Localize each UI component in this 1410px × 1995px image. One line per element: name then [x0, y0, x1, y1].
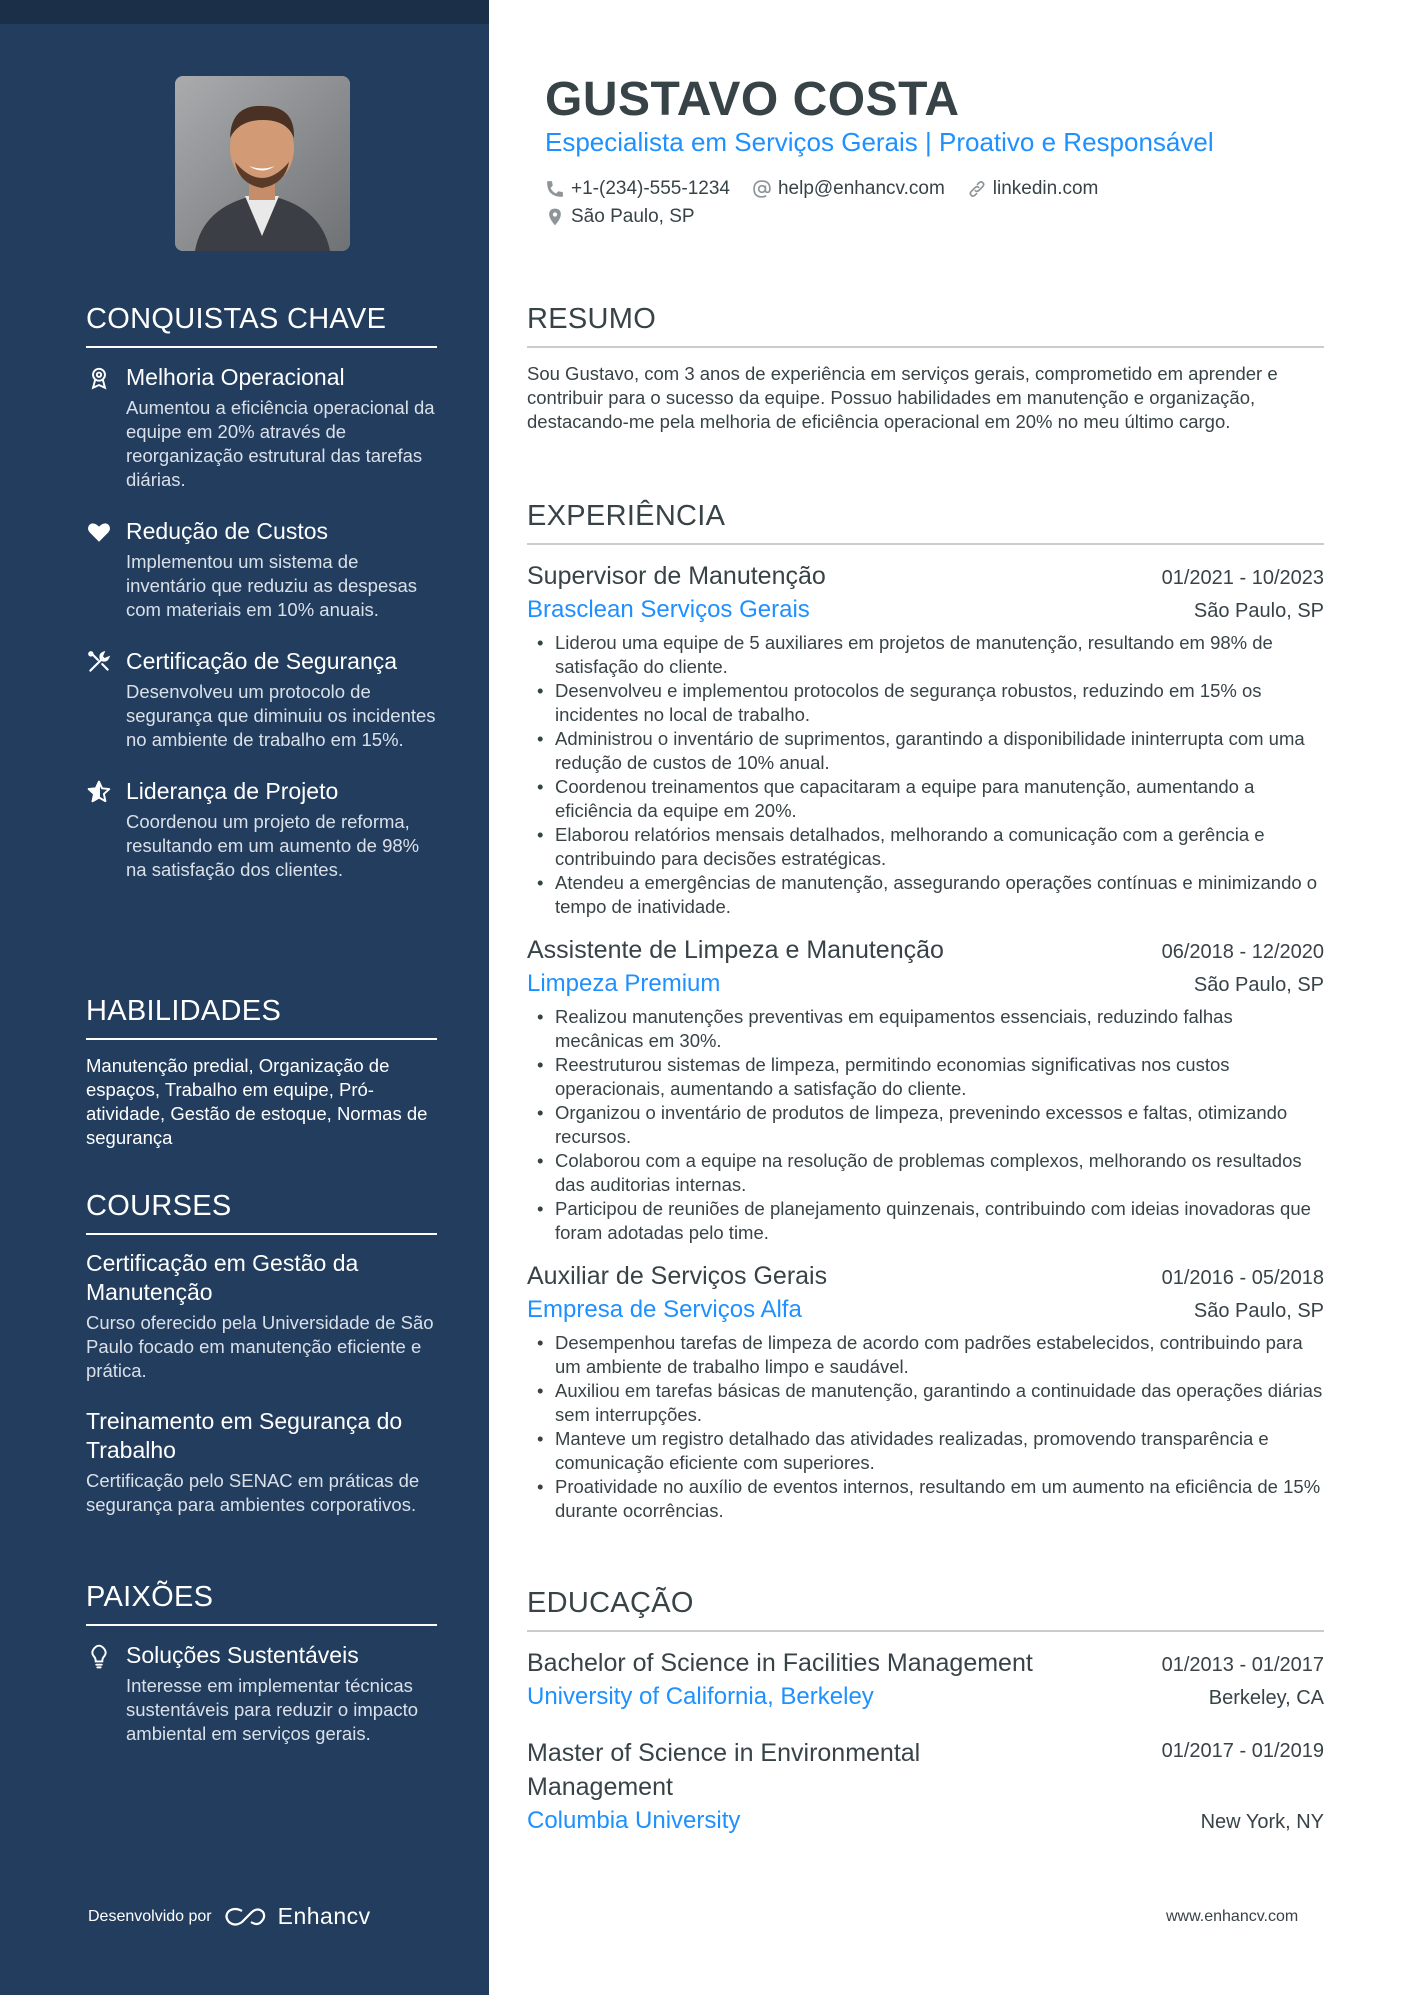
education-dates: 01/2017 - 01/2019	[1161, 1740, 1324, 1762]
job-title: Assistente de Limpeza e Manutenção	[527, 936, 944, 964]
school-name: Columbia University	[527, 1807, 741, 1834]
job-dates: 01/2021 - 10/2023	[1161, 567, 1324, 589]
achievement-description: Implementou um sistema de inventário que reduziu as despesas com materiais em 10% anuais.	[126, 551, 418, 620]
developed-by-label: Desenvolvido por	[88, 1907, 212, 1925]
school-location: Berkeley, CA	[1208, 1687, 1324, 1709]
education-heading: EDUCAÇÃO	[527, 1587, 1324, 1632]
job-location: São Paulo, SP	[1193, 1300, 1324, 1322]
job-bullet: • Atendeu a emergências de manutenção, assegurando operações contínuas e minimizando o tempo de inatividade.	[527, 871, 1324, 919]
tools-icon	[86, 649, 112, 675]
email-text: help@enhancv.com	[777, 178, 945, 199]
company-name: Brasclean Serviços Gerais	[527, 596, 810, 623]
sidebar-top-bar	[0, 0, 489, 24]
job-entry	[527, 1259, 1324, 1523]
passion-item	[86, 1640, 437, 1746]
location-pin-icon	[545, 207, 565, 227]
candidate-tagline: Especialista em Serviços Gerais | Proativo e Responsável	[545, 127, 1214, 157]
course-item	[86, 1407, 437, 1517]
job-bullets	[527, 631, 1324, 919]
achievement-title: Certificação de Segurança	[126, 648, 398, 674]
phone-icon	[545, 179, 565, 199]
company-name: Empresa de Serviços Alfa	[527, 1296, 802, 1323]
contact-location	[545, 206, 695, 228]
courses-heading: COURSES	[86, 1190, 437, 1235]
linkedin-text: linkedin.com	[992, 178, 1099, 199]
enhancv-logo-icon	[222, 1905, 268, 1929]
education-entry	[527, 1736, 1324, 1838]
sidebar	[0, 0, 489, 1995]
summary-section	[527, 303, 1324, 434]
candidate-name: GUSTAVO COSTA	[545, 73, 960, 126]
job-dates: 06/2018 - 12/2020	[1161, 941, 1324, 963]
job-bullet: • Reestruturou sistemas de limpeza, permitindo economias significativas nos custos operacionais, aumentando a satisfação do cliente.	[527, 1053, 1324, 1101]
passions-section	[86, 1581, 437, 1770]
link-icon	[967, 179, 987, 199]
job-bullet: • Desempenhou tarefas de limpeza de acordo com padrões estabelecidos, contribuindo para um ambiente de trabalho limpo e saudável.	[527, 1331, 1324, 1379]
star-icon	[86, 779, 112, 805]
developed-by	[88, 1903, 371, 1930]
job-bullet: • Elaborou relatórios mensais detalhados, melhorando a comunicação com a gerência e contribuindo para decisões estratégicas.	[527, 823, 1324, 871]
achievement-title: Melhoria Operacional	[126, 364, 345, 390]
job-bullet: • Liderou uma equipe de 5 auxiliares em projetos de manutenção, resultando em 98% de satisfação do cliente.	[527, 631, 1324, 679]
education-section	[527, 1587, 1324, 1860]
job-bullet: • Proatividade no auxílio de eventos internos, resultando em um aumento na eficiência de 15% durante ocorrências.	[527, 1475, 1324, 1523]
job-title: Auxiliar de Serviços Gerais	[527, 1262, 828, 1290]
job-location: São Paulo, SP	[1193, 600, 1324, 622]
experience-heading: EXPERIÊNCIA	[527, 500, 1324, 545]
location-text: São Paulo, SP	[571, 206, 695, 227]
course-description: Certificação pelo SENAC em práticas de segurança para ambientes corporativos.	[86, 1470, 420, 1515]
at-sign-icon	[752, 179, 772, 199]
experience-section	[527, 500, 1324, 1537]
passion-title: Soluções Sustentáveis	[126, 1642, 359, 1668]
achievement-item	[86, 776, 437, 882]
school-name: University of California, Berkeley	[527, 1683, 874, 1710]
education-dates: 01/2013 - 01/2017	[1161, 1654, 1324, 1676]
lightbulb-icon	[86, 1643, 112, 1669]
achievement-description: Aumentou a eficiência operacional da equipe em 20% através de reorganização estrutural das tarefas diárias.	[126, 397, 435, 490]
job-entry	[527, 933, 1324, 1245]
job-bullet: • Desenvolveu e implementou protocolos de segurança robustos, reduzindo em 15% os incidentes no local de trabalho.	[527, 679, 1324, 727]
contact-email[interactable]	[752, 178, 945, 200]
achievement-title: Redução de Custos	[126, 518, 329, 544]
achievement-item	[86, 516, 437, 622]
degree-title: Master of Science in Environmental Management	[527, 1739, 921, 1801]
summary-text: Sou Gustavo, com 3 anos de experiência em serviços gerais, comprometido em aprender e contribuir para o sucesso da equipe. Possuo habilidades em manutenção e organização, destacando-me pela melhoria de eficiência operacional em 20% no meu último cargo.	[527, 363, 1278, 432]
job-entry	[527, 559, 1324, 919]
achievement-item	[86, 362, 437, 492]
skills-heading: HABILIDADES	[86, 995, 437, 1040]
contact-info	[545, 175, 1325, 231]
job-bullets	[527, 1005, 1324, 1245]
footer-url[interactable]: www.enhancv.com	[1166, 1908, 1299, 1925]
course-description: Curso oferecido pela Universidade de São Paulo focado em manutenção eficiente e prática.	[86, 1312, 434, 1381]
job-title: Supervisor de Manutenção	[527, 562, 826, 590]
job-dates: 01/2016 - 05/2018	[1161, 1267, 1324, 1289]
achievement-title: Liderança de Projeto	[126, 778, 339, 804]
phone-text: +1-(234)-555-1234	[571, 178, 730, 199]
job-bullet: • Colaborou com a equipe na resolução de problemas complexos, melhorando os resultados das auditorias internas.	[527, 1149, 1324, 1197]
achievement-description: Coordenou um projeto de reforma, resultando em um aumento de 98% na satisfação dos clientes.	[126, 811, 420, 880]
job-bullet: • Administrou o inventário de suprimentos, garantindo a disponibilidade ininterrupta com uma redução de custos de 10% anual.	[527, 727, 1324, 775]
profile-photo	[175, 76, 350, 251]
job-bullet: • Auxiliou em tarefas básicas de manutenção, garantindo a continuidade das operações diárias sem interrupções.	[527, 1379, 1324, 1427]
job-location: São Paulo, SP	[1193, 974, 1324, 996]
job-bullet: • Participou de reuniões de planejamento quinzenais, contribuindo com ideias inovadoras que foram adotadas pelo time.	[527, 1197, 1324, 1245]
company-name: Limpeza Premium	[527, 970, 721, 997]
achievements-heading: CONQUISTAS CHAVE	[86, 303, 437, 348]
skills-list: Manutenção predial, Organização de espaços, Trabalho em equipe, Pró-atividade, Gestão de estoque, Normas de segurança	[86, 1055, 428, 1148]
job-bullet: • Realizou manutenções preventivas em equipamentos essenciais, reduzindo falhas mecânicas em 30%.	[527, 1005, 1324, 1053]
course-title: Certificação em Gestão da Manutenção	[86, 1250, 359, 1305]
contact-linkedin[interactable]	[967, 178, 1099, 200]
heart-icon	[86, 519, 112, 545]
passion-description: Interesse em implementar técnicas sustentáveis para reduzir o impacto ambiental em serviços gerais.	[126, 1675, 419, 1744]
achievements-section	[86, 303, 437, 906]
course-title: Treinamento em Segurança do Trabalho	[86, 1408, 403, 1463]
education-entry	[527, 1646, 1324, 1714]
passions-heading: PAIXÕES	[86, 1581, 437, 1626]
skills-section	[86, 995, 437, 1150]
job-bullet: • Coordenou treinamentos que capacitaram a equipe para manutenção, aumentando a eficiência da equipe em 20%.	[527, 775, 1324, 823]
school-location: New York, NY	[1200, 1811, 1324, 1833]
summary-heading: RESUMO	[527, 303, 1324, 348]
enhancv-brand[interactable]: Enhancv	[277, 1903, 371, 1929]
contact-phone[interactable]	[545, 178, 730, 200]
award-icon	[86, 365, 112, 391]
job-bullets	[527, 1331, 1324, 1523]
achievement-description: Desenvolveu um protocolo de segurança que diminuiu os incidentes no ambiente de trabalho em 15%.	[126, 681, 436, 750]
courses-section	[86, 1190, 437, 1541]
achievement-item	[86, 646, 437, 752]
course-item	[86, 1249, 437, 1383]
job-bullet: • Organizou o inventário de produtos de limpeza, prevenindo excessos e faltas, otimizando recursos.	[527, 1101, 1324, 1149]
degree-title: Bachelor of Science in Facilities Management	[527, 1649, 1033, 1677]
job-bullet: • Manteve um registro detalhado das atividades realizadas, promovendo transparência e comunicação eficiente com superiores.	[527, 1427, 1324, 1475]
